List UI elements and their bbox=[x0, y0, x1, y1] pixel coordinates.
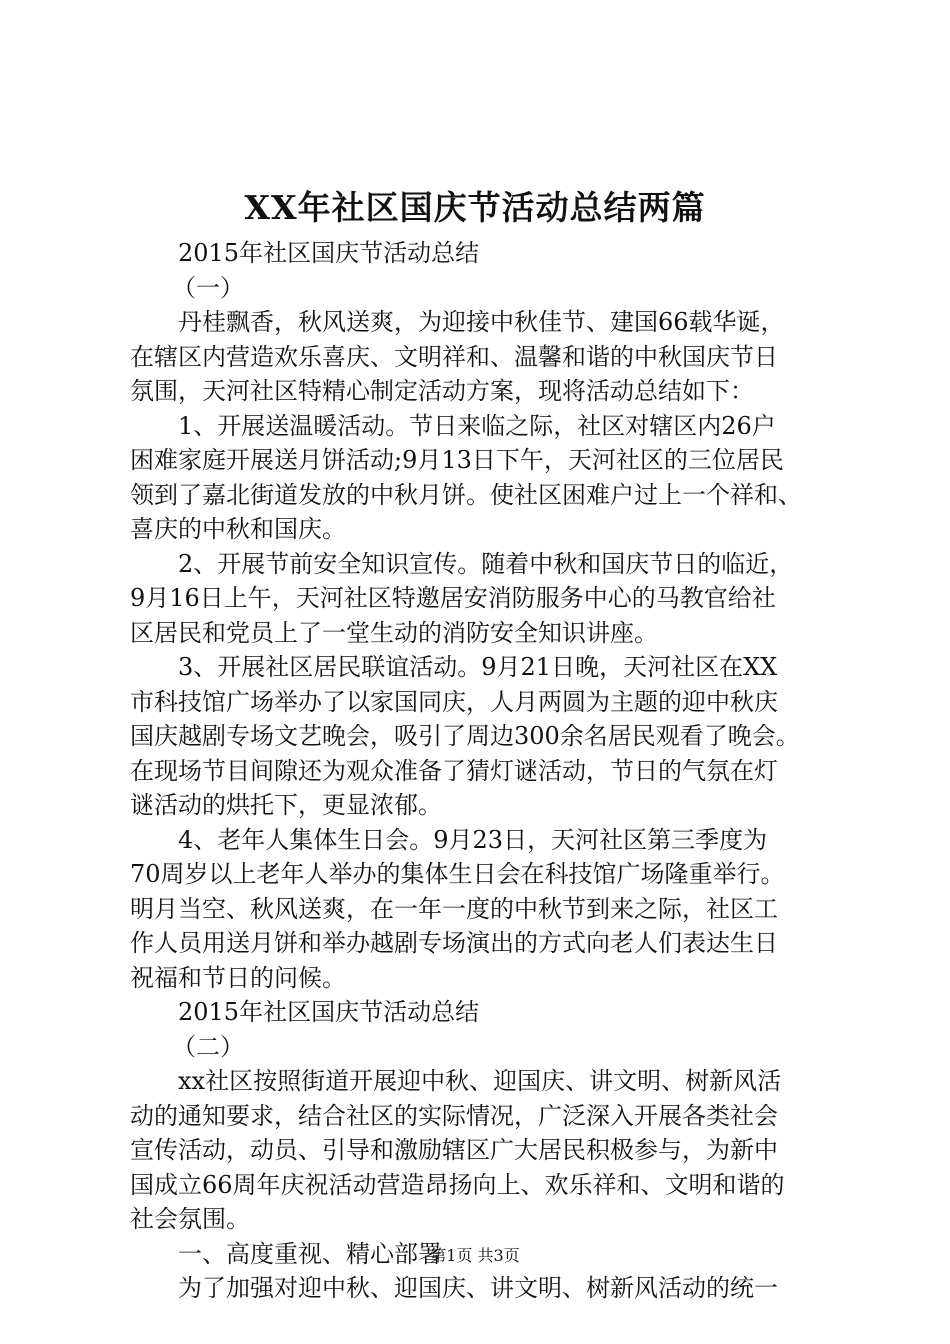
paragraph-line: 动的通知要求，结合社区的实际情况，广泛深入开展各类社会 bbox=[130, 1101, 778, 1130]
paragraph-line: 2、开展节前安全知识宣传。随着中秋和国庆节日的临近， bbox=[178, 549, 794, 578]
paragraph-line: 在现场节目间隙还为观众准备了猜灯谜活动，节日的气氛在灯 bbox=[130, 756, 778, 785]
paragraph-line: 丹桂飘香，秋风送爽，为迎接中秋佳节、建国66载华诞， bbox=[178, 308, 785, 336]
paragraph-line: xx社区按照街道开展迎中秋、迎国庆、讲文明、树新风活 bbox=[178, 1067, 782, 1095]
document-title: XX年社区国庆节活动总结两篇 bbox=[244, 188, 706, 227]
section-number: （一） bbox=[172, 273, 244, 302]
paragraph-line: 为了加强对迎中秋、迎国庆、讲文明、树新风活动的统一 bbox=[178, 1274, 778, 1302]
paragraph-line: 作人员用送月饼和举办越剧专场演出的方式向老人们表达生日 bbox=[130, 929, 778, 957]
page-footer: 第1页 共3页 bbox=[430, 1246, 520, 1265]
paragraph-line: 国庆越剧专场文艺晚会，吸引了周边300余名居民观看了晚会。 bbox=[130, 722, 800, 750]
paragraph-line: 在辖区内营造欢乐喜庆、文明祥和、温馨和谐的中秋国庆节日 bbox=[130, 342, 778, 371]
paragraph-line: 9月16日上午，天河社区特邀居安消防服务中心的马教官给社 bbox=[130, 584, 776, 612]
paragraph-line: 4、老年人集体生日会。9月23日，天河社区第三季度为 bbox=[178, 825, 768, 854]
paragraph-line: 明月当空、秋风送爽，在一年一度的中秋节到来之际，社区工 bbox=[130, 894, 778, 923]
document-body bbox=[130, 236, 830, 1306]
paragraph-line: 社会氛围。 bbox=[130, 1205, 250, 1233]
paragraph-line: 谜活动的烘托下，更显浓郁。 bbox=[130, 791, 442, 819]
paragraph-line: 祝福和节日的问候。 bbox=[130, 963, 346, 992]
paragraph-line: 困难家庭开展送月饼活动;9月13日下午，天河社区的三位居民 bbox=[130, 446, 784, 474]
section-heading: 2015年社区国庆节活动总结 bbox=[178, 998, 480, 1026]
paragraph-line: 领到了嘉北街道发放的中秋月饼。使社区困难户过上一个祥和、 bbox=[130, 480, 802, 509]
paragraph-line: 区居民和党员上了一堂生动的消防安全知识讲座。 bbox=[130, 618, 658, 647]
subsection-heading: 一、高度重视、精心部署 bbox=[178, 1239, 442, 1268]
paragraph-line: 市科技馆广场举办了以家国同庆，人月两圆为主题的迎中秋庆 bbox=[130, 687, 778, 716]
paragraph-line: 70周岁以上老年人举办的集体生日会在科技馆广场隆重举行。 bbox=[130, 860, 785, 888]
paragraph-line: 国成立66周年庆祝活动营造昂扬向上、欢乐祥和、文明和谐的 bbox=[130, 1170, 785, 1199]
section-number: （二） bbox=[172, 1032, 244, 1061]
paragraph-line: 喜庆的中秋和国庆。 bbox=[130, 515, 346, 543]
paragraph-line: 氛围，天河社区特精心制定活动方案，现将活动总结如下： bbox=[130, 377, 754, 405]
paragraph-line: 宣传活动，动员、引导和激励辖区广大居民积极参与，为新中 bbox=[130, 1136, 778, 1164]
paragraph-line: 3、开展社区居民联谊活动。9月21日晚，天河社区在XX bbox=[178, 653, 778, 681]
paragraph-line: 1、开展送温暖活动。节日来临之际，社区对辖区内26户 bbox=[178, 411, 776, 440]
section-heading: 2015年社区国庆节活动总结 bbox=[178, 239, 480, 267]
